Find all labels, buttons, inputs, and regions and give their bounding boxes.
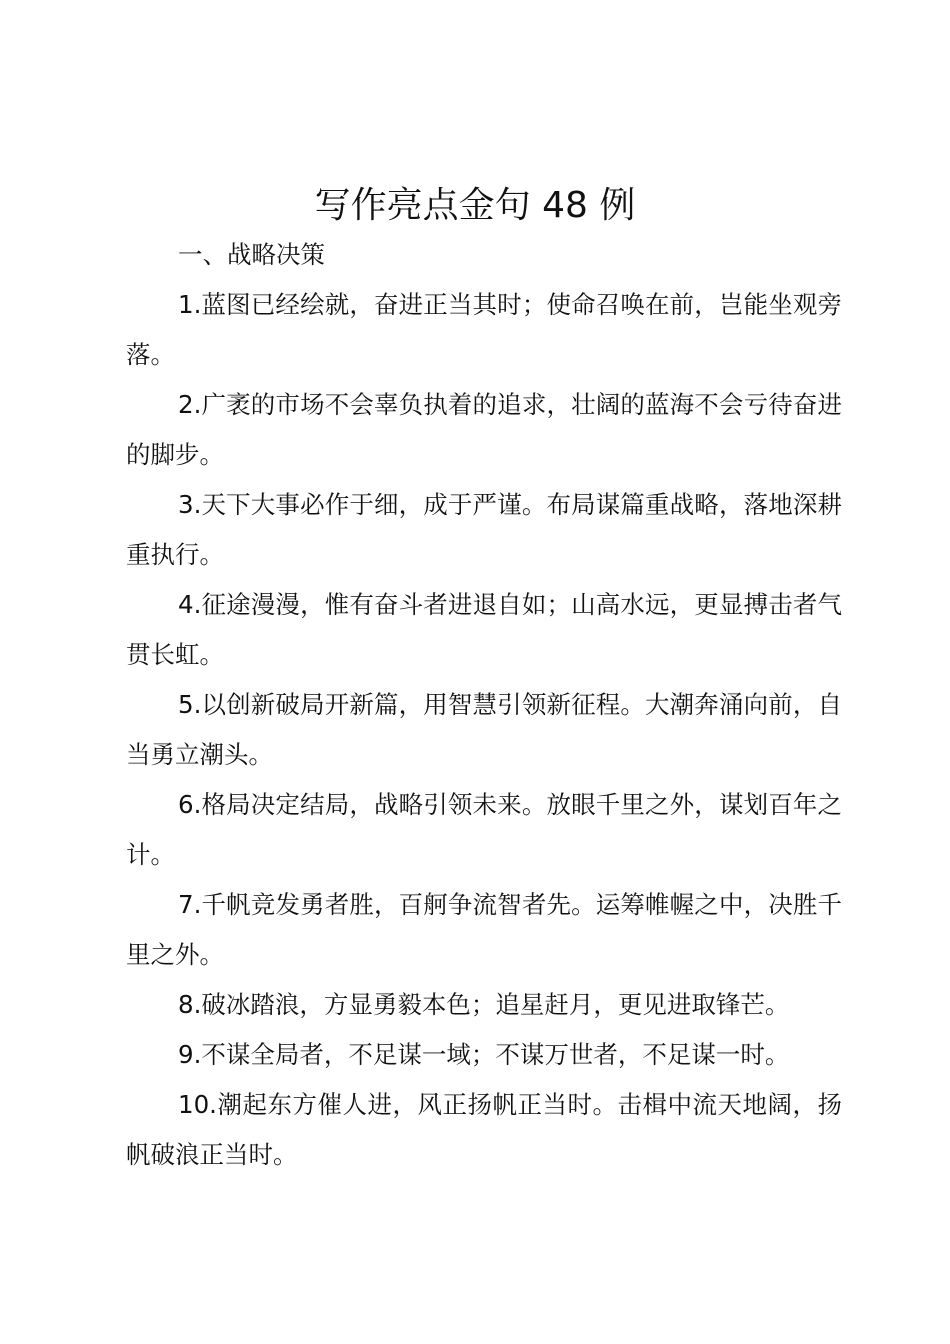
list-item: 10.潮起东方催人进，风正扬帆正当时。击楫中流天地阔，扬帆破浪正当时。 — [126, 1090, 842, 1169]
document-title: 写作亮点金句 48 例 — [314, 185, 636, 226]
list-item: 1.蓝图已经绘就，奋进正当其时；使命召唤在前，岂能坐观旁落。 — [126, 290, 842, 369]
list-item: 2.广袤的市场不会辜负执着的追求，壮阔的蓝海不会亏待奋进的脚步。 — [126, 390, 842, 469]
document-body — [126, 230, 842, 1180]
section-heading: 一、战略决策 — [178, 240, 325, 269]
list-item: 5.以创新破局开新篇，用智慧引领新征程。大潮奔涌向前，自当勇立潮头。 — [126, 690, 842, 769]
list-item: 4.征途漫漫，惟有奋斗者进退自如；山高水远，更显搏击者气贯长虹。 — [126, 590, 842, 669]
list-item: 3.天下大事必作于细，成于严谨。布局谋篇重战略，落地深耕重执行。 — [126, 490, 842, 569]
list-item: 7.千帆竞发勇者胜，百舸争流智者先。运筹帷幄之中，决胜千里之外。 — [126, 890, 842, 969]
list-item: 9.不谋全局者，不足谋一域；不谋万世者，不足谋一时。 — [178, 1040, 790, 1069]
list-item: 8.破冰踏浪，方显勇毅本色；追星赶月，更见进取锋芒。 — [178, 990, 790, 1019]
list-item: 6.格局决定结局，战略引领未来。放眼千里之外，谋划百年之计。 — [126, 790, 842, 869]
